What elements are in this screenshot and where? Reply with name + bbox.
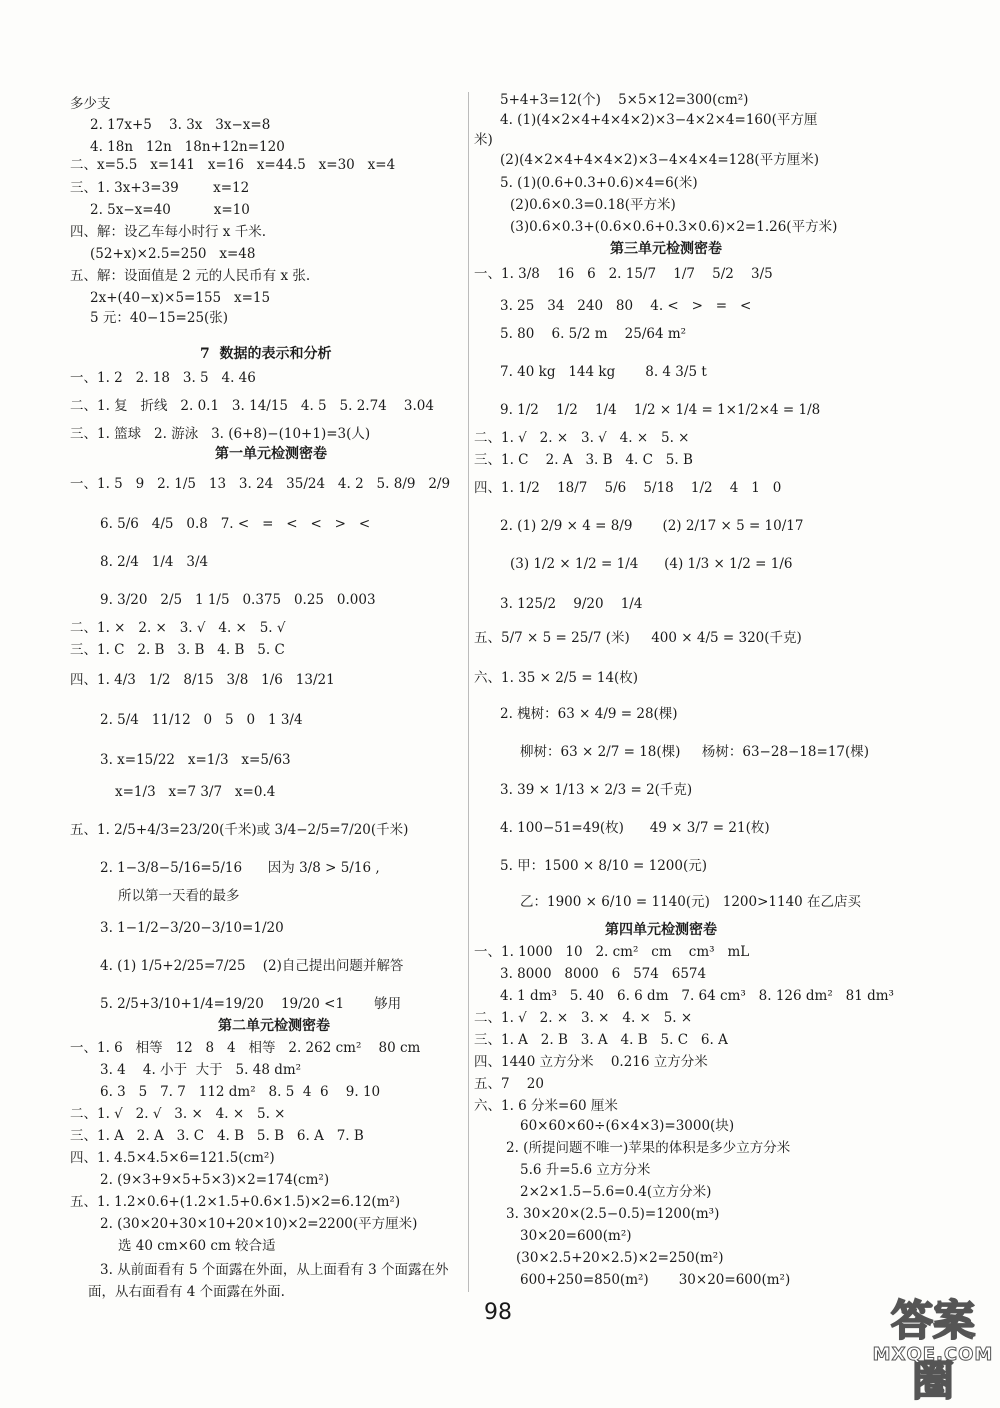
section-heading: 第三单元检测密卷 <box>610 241 722 257</box>
answer-line: 60×60×60÷(6×4×3)=3000(块) <box>520 1118 735 1134</box>
answer-line: 3. 39 × 1/13 × 2/3 = 2(千克) <box>500 782 693 798</box>
section-heading: 第四单元检测密卷 <box>605 922 717 938</box>
answer-line: 二、x=5.5 x=141 x=16 x=44.5 x=30 x=4 <box>70 157 396 173</box>
answer-line: 六、1. 35 × 2/5 = 14(枚) <box>474 670 639 686</box>
answer-line: 2. (所提问题不唯一)苹果的体积是多少立方分米 <box>506 1140 791 1156</box>
answer-line: 二、1. √ 2. √ 3. × 4. × 5. × <box>70 1106 286 1122</box>
answer-line: 四、解：设乙车每小时行 x 千米. <box>70 224 266 240</box>
answer-line: 2. 1−3/8−5/16=5/16 因为 3/8 > 5/16 , <box>100 860 380 876</box>
answer-line: 4. 18n 12n 18n+12n=120 <box>90 139 285 155</box>
answer-line: 8. 2/4 1/4 3/4 <box>100 554 209 570</box>
answer-line: (2)0.6×0.3=0.18(平方米) <box>510 197 676 213</box>
answer-line: 5. (1)(0.6+0.3+0.6)×4=6(米) <box>500 175 698 191</box>
answer-line: 四、1. 4.5×4.5×6=121.5(cm²) <box>70 1150 275 1166</box>
answer-line: 2. 17x+5 3. 3x 3x−x=8 <box>90 117 271 133</box>
answer-line: 六、1. 6 分米=60 厘米 <box>474 1098 618 1114</box>
answer-line: 选 40 cm×60 cm 较合适 <box>118 1238 276 1254</box>
answer-line: 二、1. 复 折线 2. 0.1 3. 14/15 4. 5 5. 2.74 3.04 <box>70 398 434 414</box>
answer-line: (2)(4×2×4+4×4×2)×3−4×4×4=128(平方厘米) <box>500 152 819 168</box>
answer-line: 5.6 升=5.6 立方分米 <box>520 1162 651 1178</box>
answer-line: 三、1. A 2. A 3. C 4. B 5. B 6. A 7. B <box>70 1128 364 1144</box>
answer-line: 米) <box>474 132 493 148</box>
answer-line: 3. 125/2 9/20 1/4 <box>500 596 643 612</box>
answer-line: 二、1. √ 2. × 3. × 4. × 5. × <box>474 1010 693 1026</box>
answer-line: 多少支 <box>70 96 111 112</box>
answer-line: (52+x)×2.5=250 x=48 <box>90 246 256 262</box>
page-number: 98 <box>484 1300 512 1325</box>
watermark-title: 答案圈 <box>890 1296 975 1405</box>
section-heading: 第一单元检测密卷 <box>215 446 327 462</box>
answer-line: 三、1. C 2. A 3. B 4. C 5. B <box>474 452 693 468</box>
answer-line: 五、5/7 × 5 = 25/7 (米) 400 × 4/5 = 320(千克) <box>474 630 802 646</box>
answer-line: 2. (1) 2/9 × 4 = 8/9 (2) 2/17 × 5 = 10/17 <box>500 518 804 534</box>
answer-line: (30×2.5+20×2.5)×2=250(m²) <box>516 1250 724 1266</box>
answer-line: 一、1. 5 9 2. 1/5 13 3. 24 35/24 4. 2 5. 8/9 2/9 <box>70 476 451 492</box>
answer-line: 9. 1/2 1/2 1/4 1/2 × 1/4 = 1×1/2×4 = 1/8 <box>500 402 821 418</box>
answer-line: (3) 1/2 × 1/2 = 1/4 (4) 1/3 × 1/2 = 1/6 <box>510 556 793 572</box>
answer-line: 5. 80 6. 5/2 m 25/64 m² <box>500 326 687 342</box>
answer-line: 3. 25 34 240 80 4. < > = < <box>500 298 752 314</box>
answer-line: 二、1. √ 2. × 3. √ 4. × 5. × <box>474 430 690 446</box>
answer-line: 四、1. 4/3 1/2 8/15 3/8 1/6 13/21 <box>70 672 335 688</box>
column-divider <box>468 92 469 1292</box>
answer-line: 三、1. 3x+3=39 x=12 <box>70 180 250 196</box>
answer-line: 2. 5x−x=40 x=10 <box>90 202 250 218</box>
answer-line: 5. 甲：1500 × 8/10 = 1200(元) <box>500 858 708 874</box>
answer-line: 3. 4 4. 小于 大于 5. 48 dm² <box>100 1062 302 1078</box>
answer-line: 五、解：设面值是 2 元的人民币有 x 张. <box>70 268 311 284</box>
answer-line: 6. 3 5 7. 7 112 dm² 8. 5 4 6 9. 10 <box>100 1084 381 1100</box>
answer-line: 6. 5/6 4/5 0.8 7. < = < < > < <box>100 516 371 532</box>
answer-line: 面，从右面看有 4 个面露在外面. <box>88 1284 285 1300</box>
answer-line: 5 元：40−15=25(张) <box>90 310 229 326</box>
answer-line: 五、1. 2/5+4/3=23/20(千米)或 3/4−2/5=7/20(千米) <box>70 822 409 838</box>
answer-line: 5+4+3=12(个) 5×5×12=300(cm²) <box>500 92 749 108</box>
answer-line: 7. 40 kg 144 kg 8. 4 3/5 t <box>500 364 707 380</box>
answer-line: 2x+(40−x)×5=155 x=15 <box>90 290 271 306</box>
answer-line: 所以第一天看的最多 <box>118 888 240 904</box>
answer-line: 4. (1)(4×2×4+4×4×2)×3−4×2×4=160(平方厘 <box>500 112 818 128</box>
answer-line: 3. 8000 8000 6 574 6574 <box>500 966 707 982</box>
answer-line: 二、1. × 2. × 3. √ 4. × 5. √ <box>70 620 286 636</box>
answer-line: 四、1440 立方分米 0.216 立方分米 <box>474 1054 708 1070</box>
answer-line: 3. 1−1/2−3/20−3/10=1/20 <box>100 920 284 936</box>
answer-line: 5. 2/5+3/10+1/4=19/20 19/20 <1 够用 <box>100 996 402 1012</box>
answer-line: 柳树：63 × 2/7 = 18(棵) 杨树：63−28−18=17(棵) <box>520 744 870 760</box>
watermark-url: MXQE.COM <box>872 1344 994 1365</box>
answer-line: 一、1. 3/8 16 6 2. 15/7 1/7 5/2 3/5 <box>474 266 773 282</box>
answer-line: 3. x=15/22 x=1/3 x=5/63 <box>100 752 291 768</box>
section-heading: 7 数据的表示和分析 <box>200 346 332 362</box>
answer-line: 一、1. 2 2. 18 3. 5 4. 46 <box>70 370 256 386</box>
answer-line: 一、1. 1000 10 2. cm² cm cm³ mL <box>474 944 750 960</box>
answer-line: 600+250=850(m²) 30×20=600(m²) <box>520 1272 791 1288</box>
answer-line: 乙：1900 × 6/10 = 1140(元) 1200>1140 在乙店买 <box>520 894 862 910</box>
answer-line: 9. 3/20 2/5 1 1/5 0.375 0.25 0.003 <box>100 592 376 608</box>
answer-line: 3. 30×20×(2.5−0.5)=1200(m³) <box>506 1206 720 1222</box>
answer-line: 4. (1) 1/5+2/25=7/25 (2)自己提出问题并解答 <box>100 958 404 974</box>
answer-line: 一、1. 6 相等 12 8 4 相等 2. 262 cm² 80 cm <box>70 1040 421 1056</box>
answer-line: 2. 5/4 11/12 0 5 0 1 3/4 <box>100 712 303 728</box>
answer-line: 四、1. 1/2 18/7 5/6 5/18 1/2 4 1 0 <box>474 480 782 496</box>
answer-line: 3. 从前面看有 5 个面露在外面，从上面看有 3 个面露在外 <box>100 1262 449 1278</box>
answer-line: 三、1. A 2. B 3. A 4. B 5. C 6. A <box>474 1032 728 1048</box>
answer-line: 三、1. 篮球 2. 游泳 3. (6+8)−(10+1)=3(人) <box>70 426 371 442</box>
answer-line: 2. (30×20+30×10+20×10)×2=2200(平方厘米) <box>100 1216 418 1232</box>
answer-line: 4. 100−51=49(枚) 49 × 3/7 = 21(枚) <box>500 820 770 836</box>
answer-line: 2×2×1.5−5.6=0.4(立方分米) <box>520 1184 712 1200</box>
answer-line: 4. 1 dm³ 5. 40 6. 6 dm 7. 64 cm³ 8. 126 dm² 81 dm³ <box>500 988 894 1004</box>
answer-line: x=1/3 x=7 3/7 x=0.4 <box>115 784 276 800</box>
answer-line: 30×20=600(m²) <box>520 1228 632 1244</box>
watermark-logo <box>872 1288 994 1405</box>
answer-line: 2. 槐树：63 × 4/9 = 28(棵) <box>500 706 678 722</box>
section-heading: 第二单元检测密卷 <box>218 1018 330 1034</box>
answer-line: 2. (9×3+9×5+5×3)×2=174(cm²) <box>100 1172 330 1188</box>
answer-line: 三、1. C 2. B 3. B 4. B 5. C <box>70 642 285 658</box>
answer-line: (3)0.6×0.3+(0.6×0.6+0.3×0.6)×2=1.26(平方米) <box>510 219 838 235</box>
answer-line: 五、1. 1.2×0.6+(1.2×1.5+0.6×1.5)×2=6.12(m²) <box>70 1194 401 1210</box>
answer-line: 五、7 20 <box>474 1076 544 1092</box>
